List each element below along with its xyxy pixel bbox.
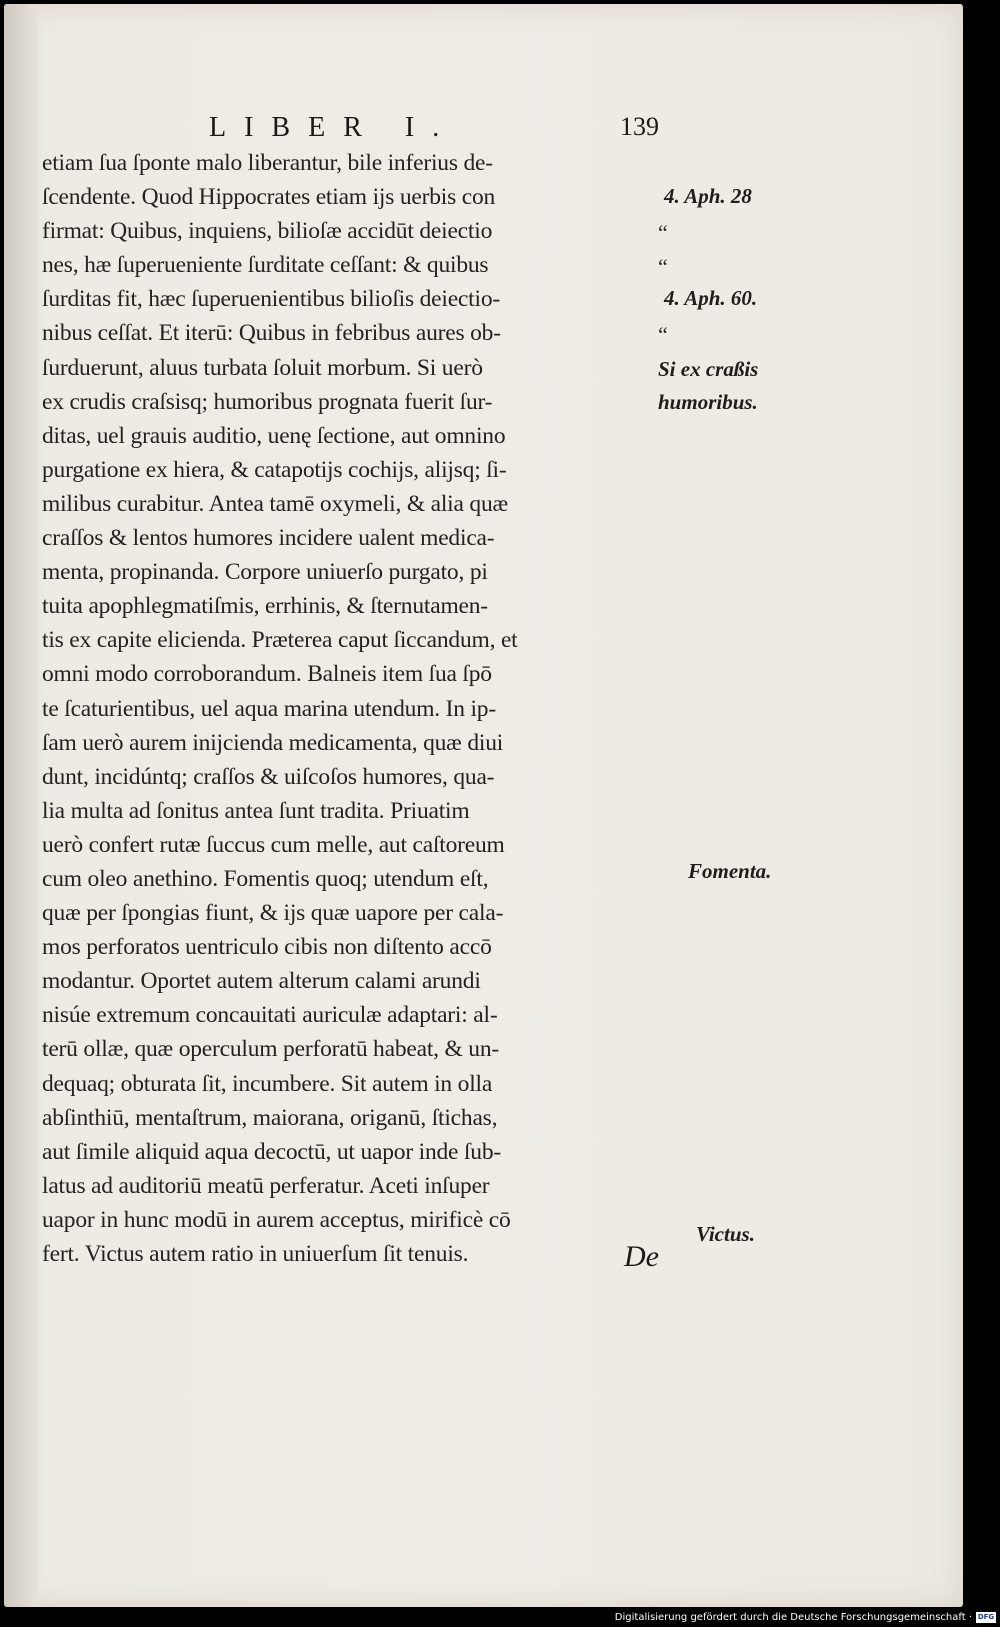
margin-note-humoribus: humoribus. (658, 390, 758, 414)
text-line: nibus ceſſat. Et iterū: Quibus in febribus aures ob- (42, 320, 501, 347)
margin-note-si-ex-crassis: Si ex craßis (658, 357, 759, 381)
text-line: ditas, uel grauis auditio, uenę ſectione, aut omnino (42, 422, 506, 449)
text-line: modantur. Oportet autem alterum calami arundi (42, 968, 481, 995)
text-line: mos perforatos uentriculo cibis non diſtento accō (42, 934, 492, 961)
margin-note-aph-60: 4. Aph. 60. (664, 286, 758, 310)
quote-mark: “ (658, 254, 668, 279)
catchword: De (624, 1240, 659, 1273)
body-text (42, 146, 682, 1271)
margin-note-aph-28: 4. Aph. 28 (664, 184, 752, 208)
page-gutter-shadow (4, 4, 38, 1607)
text-line: omni modo corroborandum. Balneis item ſua ſpō (42, 661, 492, 688)
text-line: te ſcaturientibus, uel aqua marina utendum. In ip- (42, 695, 496, 722)
text-line: aut ſimile aliquid aqua decoctū, ut uapor inde ſub- (42, 1138, 502, 1165)
text-line: fert. Victus autem ratio in uniuerſum ſit tenuis. (42, 1241, 469, 1267)
text-line: menta, propinanda. Corpore uniuerſo purgato, pi (42, 559, 488, 586)
page-header (4, 112, 963, 148)
text-line: cum oleo anethino. Fomentis quoq; utendum eſt, (42, 865, 489, 892)
text-line: etiam ſua ſponte malo liberantur, bile inferius de- (42, 150, 493, 176)
text-line: uerò confert rutæ ſuccus cum melle, aut caſtoreum (42, 831, 505, 858)
text-line: ex crudis craſsisq; humoribus prognata fuerit ſur- (42, 388, 493, 415)
text-line: ſcendente. Quod Hippocrates etiam ijs uerbis con (42, 184, 496, 211)
text-line: purgatione ex hiera, & catapotijs cochijs, alijsq; ſi- (42, 456, 507, 483)
text-line: milibus curabitur. Antea tamē oxymeli, & alia quæ (42, 490, 508, 517)
text-line: ſurditas fit, hæc ſuperuenientibus bilioſis deiectio- (42, 286, 501, 313)
text-line: latus ad auditoriū meatū perferatur. Aceti inſuper (42, 1172, 490, 1199)
quote-mark: “ (658, 322, 668, 347)
text-line: dunt, incidúntq; craſſos & uiſcoſos humores, qua- (42, 763, 495, 790)
book-page (4, 4, 963, 1607)
text-line: nes, hæ ſuperueniente ſurditate ceſſant: & quibus (42, 252, 489, 279)
page-number: 139 (620, 112, 659, 141)
text-line: nisúe extremum concauitati auriculæ adaptari: al- (42, 1002, 498, 1029)
text-line: terū ollæ, quæ operculum perforatū habeat, & un- (42, 1036, 500, 1063)
running-title: LIBER I. (209, 112, 458, 143)
footer-credit: Digitalisierung gefördert durch die Deutsche Forschungsgemeinschaft · (614, 1612, 972, 1623)
quote-mark: “ (658, 220, 668, 245)
text-line: tuita apophlegmatiſmis, errhinis, & ſternutamen- (42, 593, 488, 620)
margin-note-fomenta: Fomenta. (688, 859, 772, 883)
text-line: lia multa ad ſonitus antea ſunt tradita. Priuatim (42, 797, 470, 824)
text-line: ſam uerò aurem inijcienda medicamenta, quæ diui (42, 729, 504, 756)
text-line: craſſos & lentos humores incidere ualent medica- (42, 525, 495, 552)
text-line: tis ex capite elicienda. Præterea caput ſiccandum, et (42, 627, 518, 654)
digitization-footer (0, 1608, 1000, 1627)
text-line: dequaq; obturata ſit, incumbere. Sit autem in olla (42, 1070, 493, 1097)
text-line: uapor in hunc modū in aurem acceptus, mirificè cō (42, 1206, 511, 1233)
text-line: firmat: Quibus, inquiens, bilioſæ accidūt deiectio (42, 218, 493, 245)
text-line: ſurduerunt, aluus turbata ſoluit morbum. Si uerò (42, 354, 483, 381)
dfg-logo-icon: DFG (977, 1613, 995, 1621)
margin-note-victus: Victus. (696, 1222, 755, 1246)
text-line: quæ per ſpongias fiunt, & ijs quæ uapore per cala- (42, 900, 504, 927)
text-line: abſinthiū, mentaſtrum, maiorana, origanū, ſtichas, (42, 1104, 498, 1131)
